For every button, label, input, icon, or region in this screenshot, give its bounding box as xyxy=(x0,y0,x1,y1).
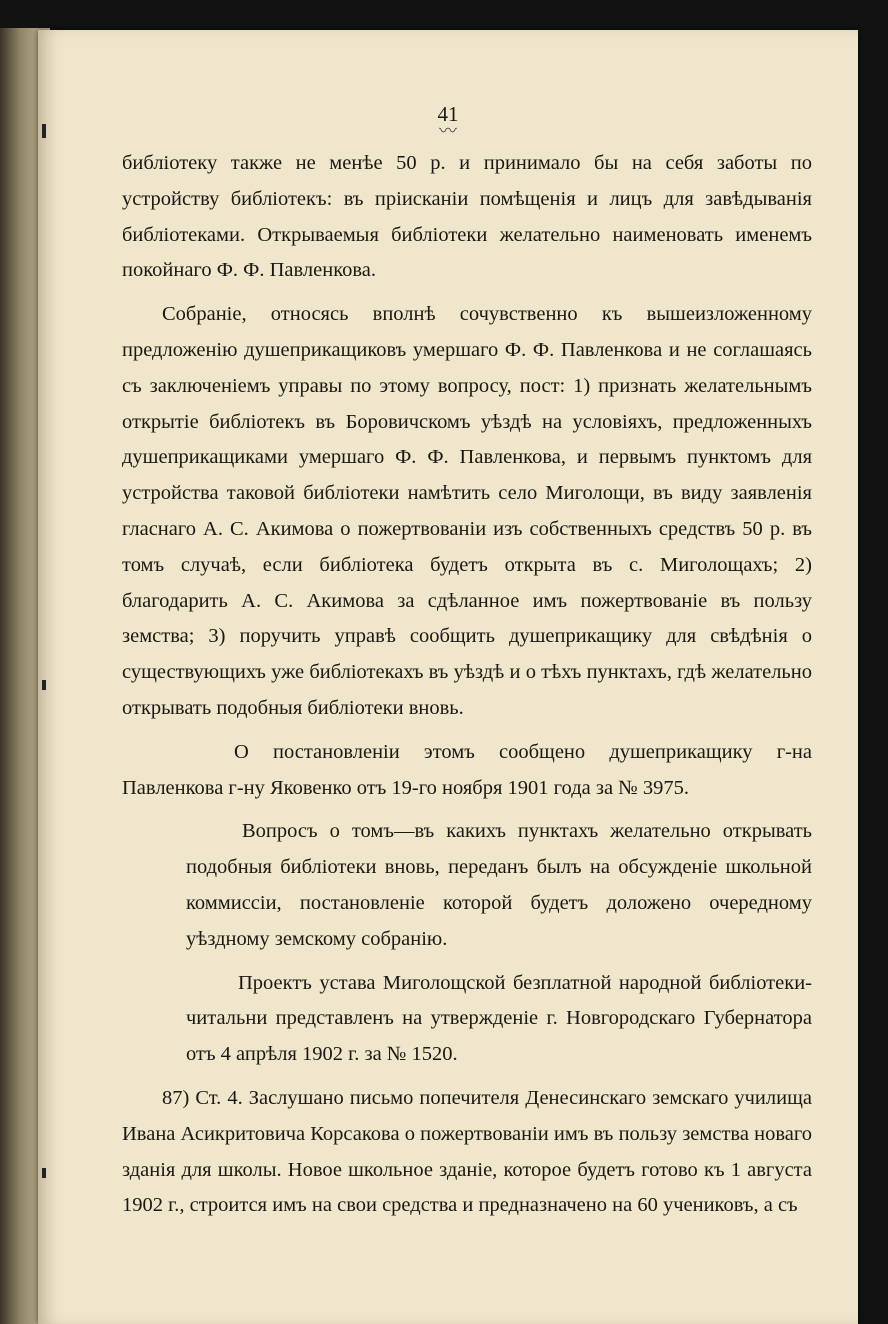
paragraph-4: Вопросъ о томъ—въ какихъ пунктахъ желательно открывать подобныя библіотеки вновь, переданъ былъ на обсужденіе школьной коммиссіи, постановленіе которой будетъ доложено очередному уѣздному земскому собранію. xyxy=(186,820,812,950)
page-number xyxy=(38,102,858,141)
paragraph-5: Проектъ устава Миголощской безплатной народной библіотеки-читальни представленъ на утвержденіе г. Новгородскаго Губернатора отъ 4 апрѣля 1902 г. за № 1520. xyxy=(186,971,812,1066)
margin-mark xyxy=(42,124,46,138)
paragraph-3: О постановленіи этомъ сообщено душеприкащику г-на Павленкова г-ну Яковенко отъ 19-го ноября 1901 года за № 3975. xyxy=(122,740,812,799)
margin-mark xyxy=(42,1168,46,1178)
book-page xyxy=(38,30,858,1324)
paragraph-6: 87) Ст. 4. Заслушано письмо попечителя Денесинскаго земскаго училища Ивана Асикритовича Корсакова о пожертвованіи имъ въ пользу земства новаго зданія для школы. Новое школьное зданіе, которое будетъ готово къ 1 августа 1902 г., строится имъ на свои средства и предназначено на 60 учениковъ, а съ xyxy=(122,1086,812,1217)
paragraph-1: библіотеку также не менѣе 50 р. и принимало бы на себя заботы по устройству библіотекъ: въ пріисканіи помѣщенія и лицъ для завѣдыванія библіотеками. Открываемыя библіотеки желательно наименовать именемъ покойнаго Ф. Ф. Павленкова. xyxy=(122,152,812,282)
page-number-ornament: 〰 xyxy=(439,121,457,141)
page-number-text: 41 xyxy=(437,102,459,126)
margin-mark xyxy=(42,680,46,690)
page-body xyxy=(122,146,812,1224)
paragraph-2: Собраніе, относясь вполнѣ сочувственно къ вышеизложенному предложенію душеприкащиковъ умершаго Ф. Ф. Павленкова и не соглашаясь съ заключеніемъ управы по этому вопросу, пост: 1) признать желательнымъ открытіе библіотекъ въ Боровичскомъ уѣздѣ на условіяхъ, предложенныхъ душеприкащиками умершаго Ф. Ф. Павленкова, и первымъ пунктомъ для устройства таковой библіотеки намѣтить село Миголощи, въ виду заявленія гласнаго А. С. Акимова о пожертвованіи изъ собственныхъ средствъ 50 р. въ томъ случаѣ, если библіотека будетъ открыта въ с. Миголощахъ; 2) благодарить А. С. Акимова за сдѣланное имъ пожертвованіе въ пользу земства; 3) поручить управѣ сообщить душеприкащику для свѣдѣнія о существующихъ уже библіотекахъ въ уѣздѣ и о тѣхъ пунктахъ, гдѣ желательно открывать подобныя библіотеки вновь. xyxy=(122,303,812,719)
